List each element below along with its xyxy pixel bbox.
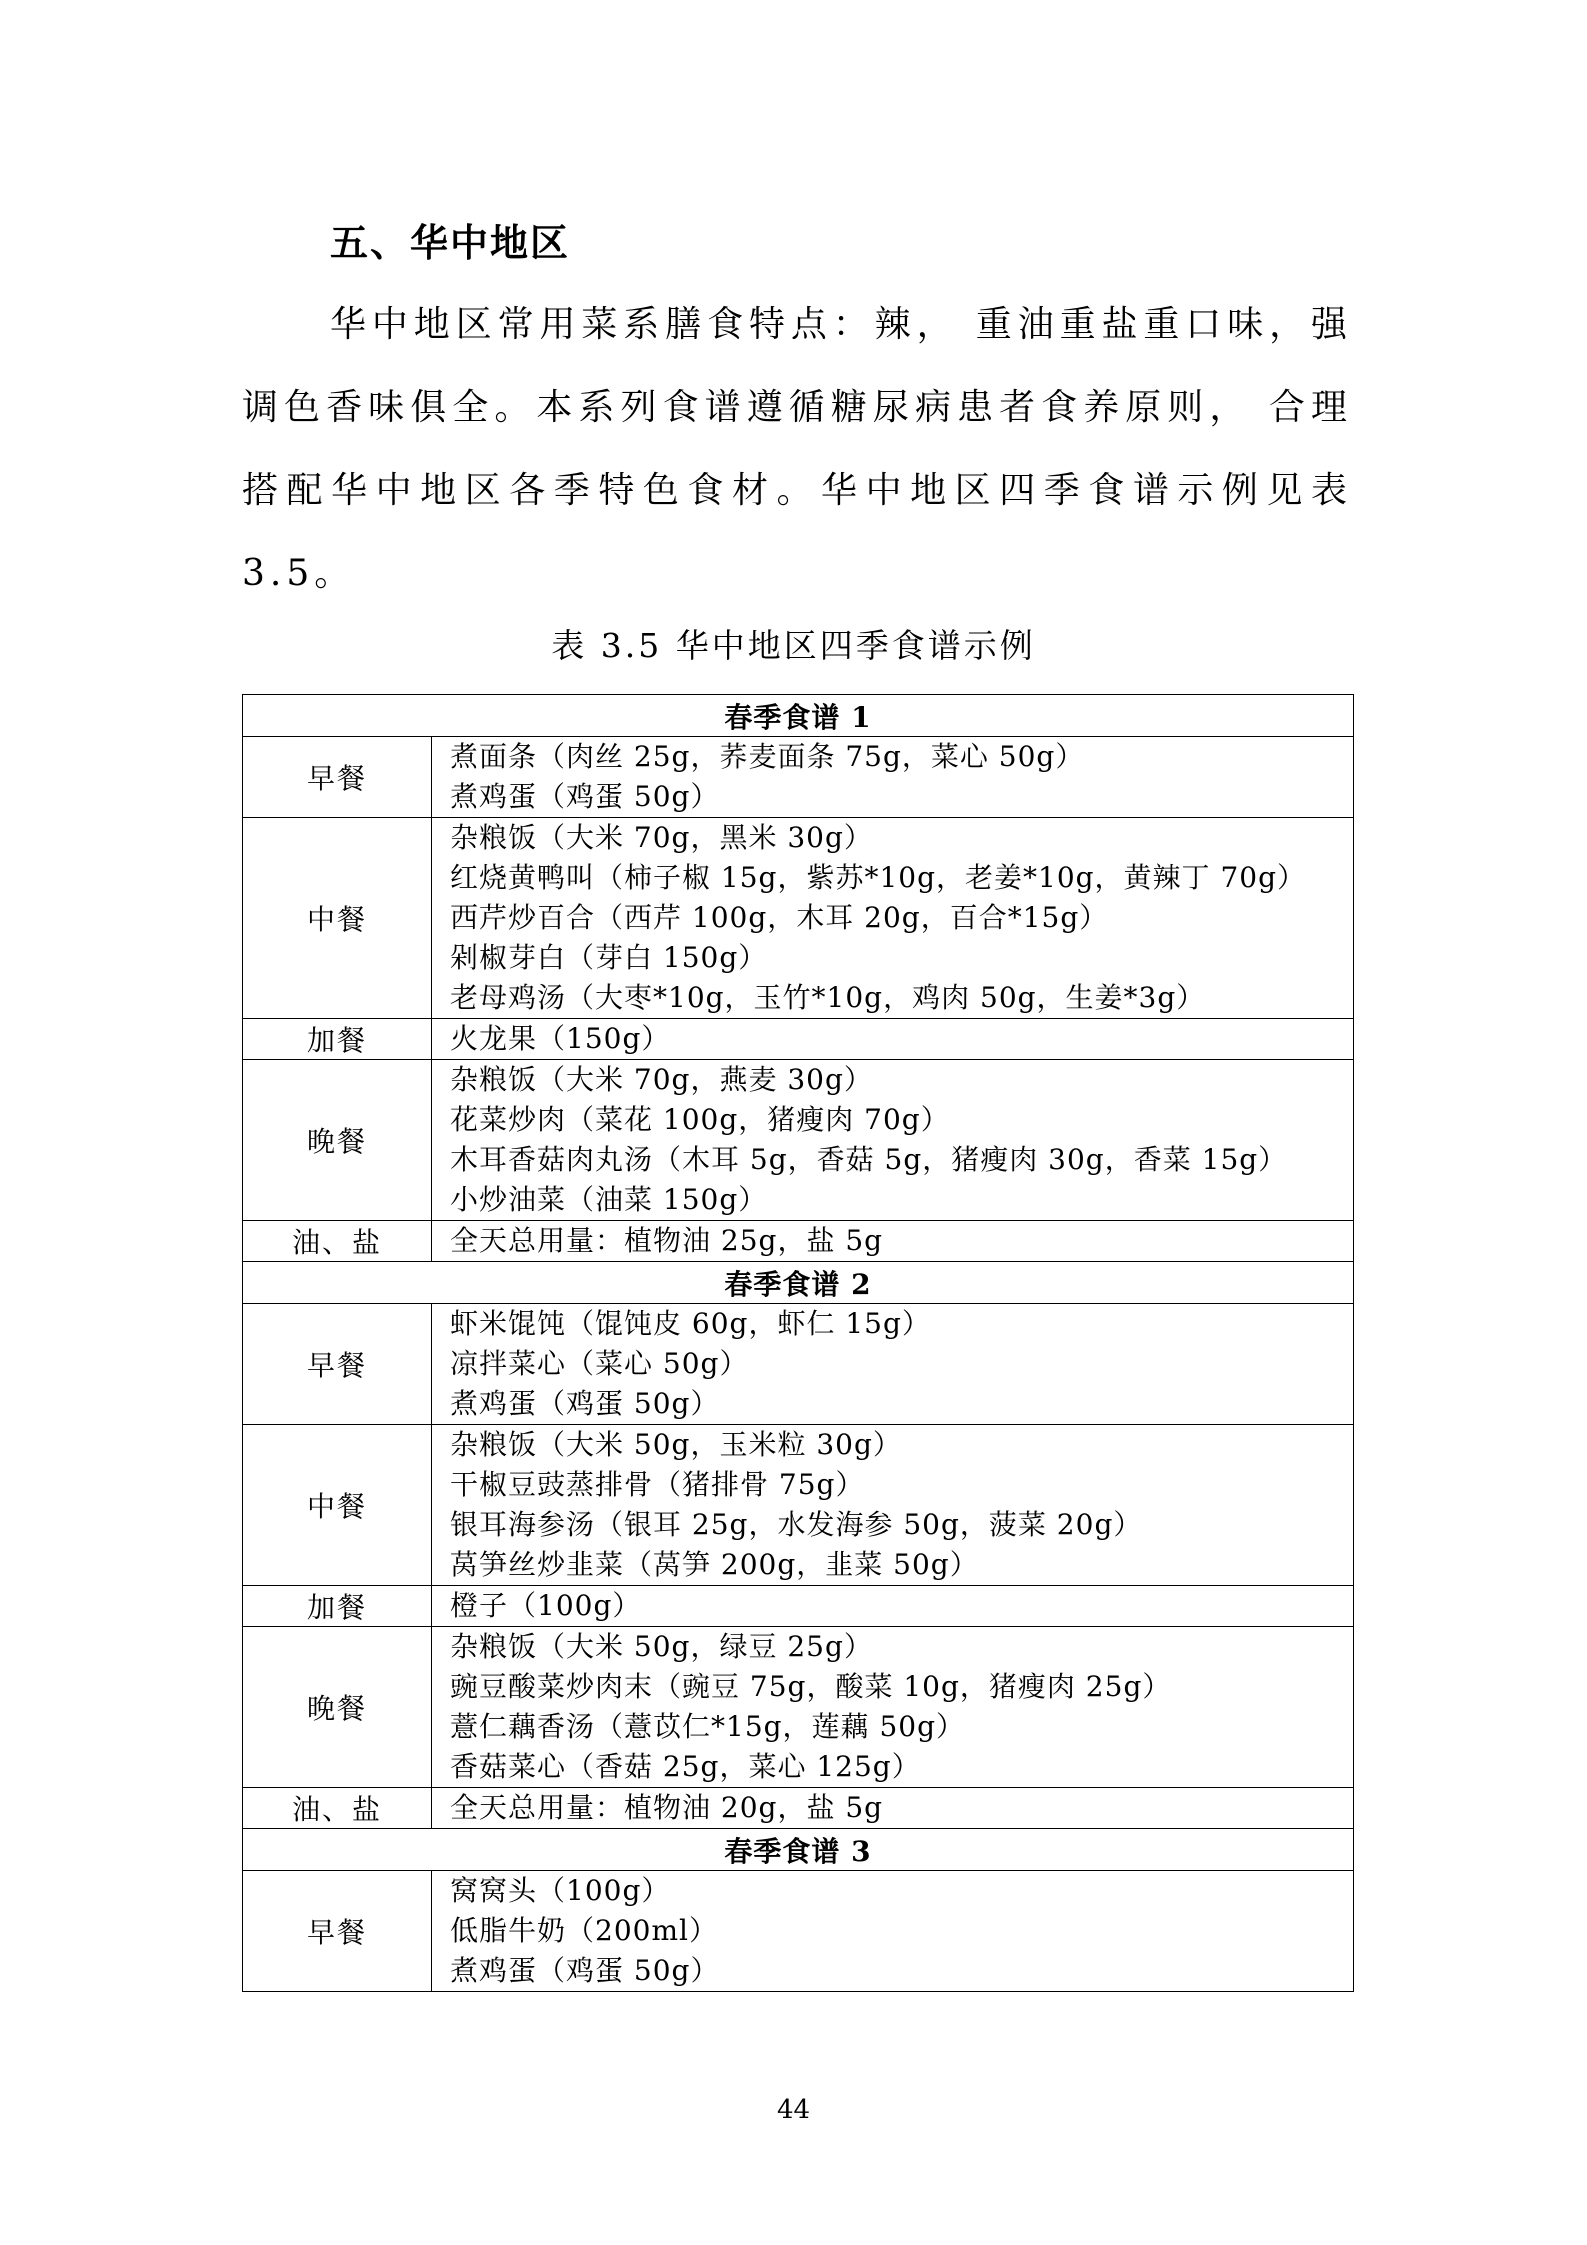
dish-item: 杂粮饭（大米 50g，玉米粒 30g） [450, 1428, 902, 1461]
dish-item: 莴笋丝炒韭菜（莴笋 200g，韭菜 50g） [450, 1548, 979, 1581]
dish-item: 煮鸡蛋（鸡蛋 50g） [450, 1954, 720, 1987]
meal-name: 加餐 [243, 1586, 432, 1627]
meal-dishes [432, 1586, 1354, 1627]
meal-dishes [432, 1425, 1354, 1586]
meal-name: 中餐 [243, 818, 432, 1019]
meal-dishes [432, 1060, 1354, 1221]
intro-paragraph: 华中地区常用菜系膳食特点：辣， 重油重盐重口味，强调色香味俱全。本系列食谱遵循糖尿病患者食养原则， 合理搭配华中地区各季特色食材。华中地区四季食谱示例见表3.5。 [242, 304, 1352, 594]
meal-dishes [432, 1788, 1354, 1829]
dish-item: 红烧黄鸭叫（柿子椒 15g，紫苏*10g，老姜*10g，黄辣丁 70g） [450, 861, 1307, 894]
meal-row [243, 1019, 1354, 1060]
meal-row [243, 1627, 1354, 1788]
table-caption: 表 3.5 华中地区四季食谱示例 [551, 626, 1036, 665]
meal-name: 早餐 [243, 737, 432, 818]
dish-item: 窝窝头（100g） [450, 1874, 671, 1907]
meal-name: 油、盐 [243, 1221, 432, 1262]
meal-row [243, 1304, 1354, 1425]
meal-row [243, 1586, 1354, 1627]
dish-item: 杂粮饭（大米 70g，燕麦 30g） [450, 1063, 873, 1096]
section-header-row [243, 1262, 1354, 1304]
dish-item: 银耳海参汤（银耳 25g，水发海参 50g，菠菜 20g） [450, 1508, 1143, 1541]
dish-item: 薏仁藕香汤（薏苡仁*15g，莲藕 50g） [450, 1710, 966, 1743]
menu-table-body [243, 695, 1354, 1992]
meal-dishes [432, 737, 1354, 818]
dish-item: 杂粮饭（大米 70g，黑米 30g） [450, 821, 873, 854]
section-title: 春季食谱 3 [243, 1829, 1354, 1871]
dish-item: 花菜炒肉（菜花 100g，猪瘦肉 70g） [450, 1103, 950, 1136]
meal-row [243, 737, 1354, 818]
dish-item: 低脂牛奶（200ml） [450, 1914, 718, 1947]
meal-dishes [432, 1627, 1354, 1788]
meal-name: 油、盐 [243, 1788, 432, 1829]
meal-name: 早餐 [243, 1871, 432, 1992]
meal-dishes [432, 1221, 1354, 1262]
dish-item: 火龙果（150g） [450, 1022, 671, 1055]
section-heading: 五、华中地区 [330, 221, 571, 265]
meal-row [243, 818, 1354, 1019]
page-number: 44 [776, 2095, 811, 2125]
dish-item: 凉拌菜心（菜心 50g） [450, 1347, 749, 1380]
section-header-row [243, 1829, 1354, 1871]
meal-row [243, 1788, 1354, 1829]
dish-item: 煮鸡蛋（鸡蛋 50g） [450, 1387, 720, 1420]
dish-item: 煮鸡蛋（鸡蛋 50g） [450, 780, 720, 813]
dish-item: 全天总用量：植物油 25g，盐 5g [450, 1224, 884, 1257]
dish-item: 干椒豆豉蒸排骨（猪排骨 75g） [450, 1468, 865, 1501]
dish-item: 老母鸡汤（大枣*10g，玉竹*10g，鸡肉 50g，生姜*3g） [450, 981, 1206, 1014]
meal-row [243, 1425, 1354, 1586]
dish-item: 西芹炒百合（西芹 100g，木耳 20g，百合*15g） [450, 901, 1109, 934]
dish-item: 杂粮饭（大米 50g，绿豆 25g） [450, 1630, 873, 1663]
dish-item: 虾米馄饨（馄饨皮 60g，虾仁 15g） [450, 1307, 931, 1340]
meal-dishes [432, 1871, 1354, 1992]
meal-row [243, 1871, 1354, 1992]
meal-dishes [432, 818, 1354, 1019]
meal-dishes [432, 1019, 1354, 1060]
meal-name: 晚餐 [243, 1627, 432, 1788]
dish-item: 豌豆酸菜炒肉末（豌豆 75g，酸菜 10g，猪瘦肉 25g） [450, 1670, 1172, 1703]
dish-item: 煮面条（肉丝 25g，荞麦面条 75g，菜心 50g） [450, 740, 1085, 773]
dish-item: 香菇菜心（香菇 25g，菜心 125g） [450, 1750, 921, 1783]
meal-name: 中餐 [243, 1425, 432, 1586]
meal-name: 晚餐 [243, 1060, 432, 1221]
meal-name: 加餐 [243, 1019, 432, 1060]
section-title: 春季食谱 1 [243, 695, 1354, 737]
section-title: 春季食谱 2 [243, 1262, 1354, 1304]
meal-row [243, 1060, 1354, 1221]
dish-item: 剁椒芽白（芽白 150g） [450, 941, 768, 974]
meal-dishes [432, 1304, 1354, 1425]
section-header-row [243, 695, 1354, 737]
meal-row [243, 1221, 1354, 1262]
menu-table [242, 694, 1354, 1992]
dish-item: 全天总用量：植物油 20g，盐 5g [450, 1791, 884, 1824]
dish-item: 橙子（100g） [450, 1589, 642, 1622]
dish-item: 小炒油菜（油菜 150g） [450, 1183, 768, 1216]
dish-item: 木耳香菇肉丸汤（木耳 5g，香菇 5g，猪瘦肉 30g，香菜 15g） [450, 1143, 1288, 1176]
meal-name: 早餐 [243, 1304, 432, 1425]
